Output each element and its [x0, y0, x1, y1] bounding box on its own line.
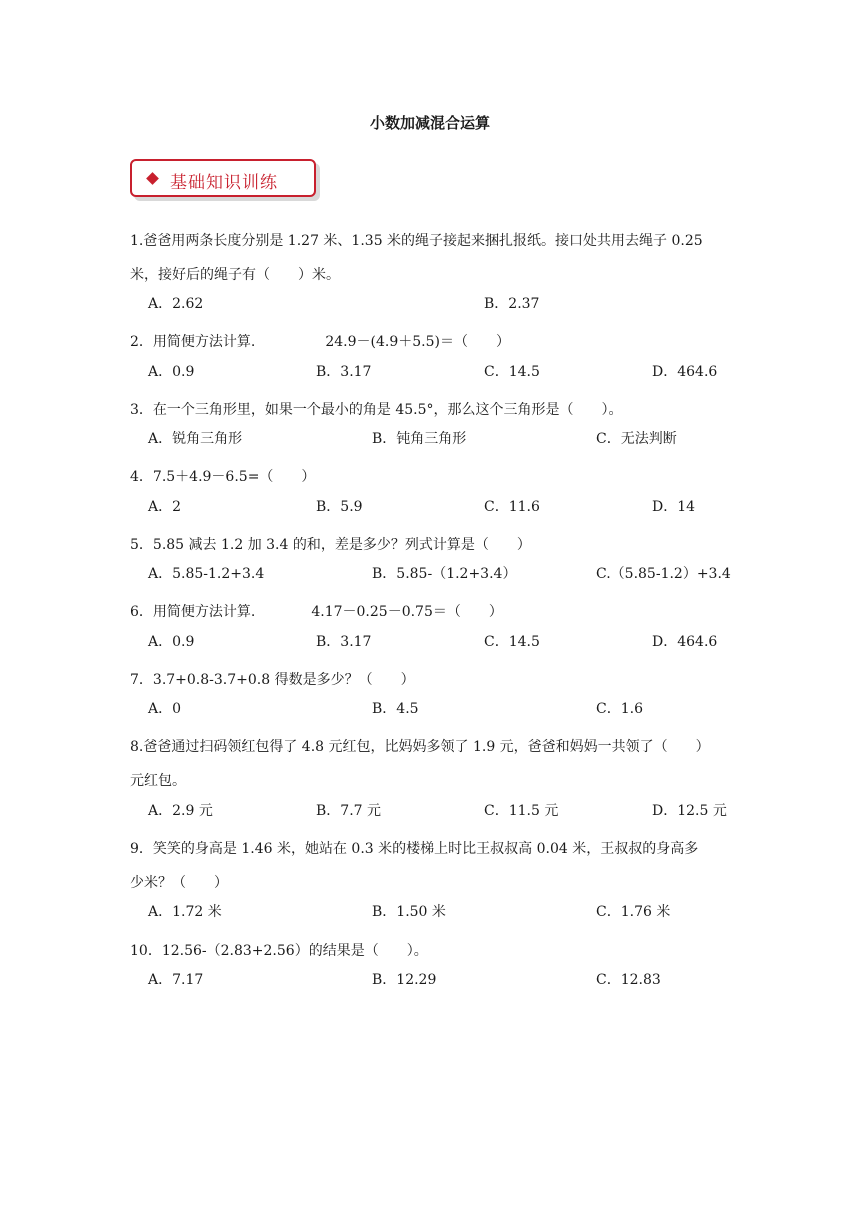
question-text: 米，接好后的绳子有（ ）米。 — [130, 267, 340, 283]
question-text: 8.爸爸通过扫码领红包得了 4.8 元红包，比妈妈多领了 1.9 元，爸爸和妈妈一共领了（ ） — [130, 739, 710, 755]
question-text: 10．12.56-（2.83+2.56）的结果是（ ）。 — [130, 943, 428, 959]
question-text: 7．3.7+0.8-3.7+0.8 得数是多少？（ ） — [130, 672, 415, 688]
option-c[interactable]: C．14.5 — [484, 364, 540, 380]
option-a[interactable]: A．0.9 — [148, 634, 195, 650]
options-row — [148, 293, 738, 317]
option-a[interactable]: A．7.17 — [148, 972, 204, 988]
option-b[interactable]: B．7.7 元 — [316, 803, 382, 819]
options-row — [148, 969, 738, 993]
option-b[interactable]: B．5.85-（1.2+3.4） — [372, 566, 517, 582]
option-a[interactable]: A．1.72 米 — [148, 904, 222, 920]
option-c[interactable]: C．11.5 元 — [484, 803, 559, 819]
option-c[interactable]: C.（5.85-1.2）+3.4 — [596, 566, 731, 582]
question-text: 3．在一个三角形里，如果一个最小的角是 45.5°，那么这个三角形是（ ）。 — [130, 402, 623, 418]
option-d[interactable]: D．14 — [652, 499, 696, 515]
option-a[interactable]: A．0 — [148, 701, 182, 717]
options-row — [148, 496, 738, 520]
option-b[interactable]: B．3.17 — [316, 364, 372, 380]
question-1 — [130, 224, 730, 292]
question-8 — [130, 730, 730, 798]
option-c[interactable]: C．14.5 — [484, 634, 540, 650]
option-d[interactable]: D．12.5 元 — [652, 803, 727, 819]
question-text: 少米？（ ） — [130, 875, 228, 891]
option-a[interactable]: A．5.85-1.2+3.4 — [148, 566, 265, 582]
option-c[interactable]: C．无法判断 — [596, 431, 677, 447]
options-row — [148, 698, 738, 722]
question-2 — [130, 325, 730, 359]
question-text: 1.爸爸用两条长度分别是 1.27 米、1.35 米的绳子接起来捆扎报纸。接口处共用去绳子 0.25 — [130, 233, 703, 249]
option-b[interactable]: B．4.5 — [372, 701, 419, 717]
option-b[interactable]: B．钝角三角形 — [372, 431, 467, 447]
question-text: 2．用简便方法计算. 24.9－(4.9＋5.5)＝（ ） — [130, 334, 510, 350]
options-row — [148, 631, 738, 655]
question-text: 元红包。 — [130, 773, 186, 789]
question-text: 9．笑笑的身高是 1.46 米，她站在 0.3 米的楼梯上时比王叔叔高 0.04 米，王叔叔的身高多 — [130, 841, 699, 857]
section-label: 基础知识训练 — [170, 173, 278, 193]
option-a[interactable]: A．2 — [148, 499, 182, 515]
options-row — [148, 428, 738, 452]
option-b[interactable]: B．12.29 — [372, 972, 437, 988]
option-d[interactable]: D．464.6 — [652, 364, 718, 380]
question-text: 5．5.85 减去 1.2 加 3.4 的和，差是多少？列式计算是（ ） — [130, 537, 531, 553]
option-b[interactable]: B．1.50 米 — [372, 904, 446, 920]
section-header — [130, 159, 316, 197]
option-c[interactable]: C．1.6 — [596, 701, 643, 717]
question-4 — [130, 460, 730, 494]
question-text: 6．用简便方法计算. 4.17－0.25－0.75＝（ ） — [130, 604, 503, 620]
options-row — [148, 361, 738, 385]
options-row — [148, 800, 738, 824]
question-3 — [130, 393, 730, 427]
option-c[interactable]: C．12.83 — [596, 972, 661, 988]
option-b[interactable]: B．3.17 — [316, 634, 372, 650]
question-6 — [130, 595, 730, 629]
option-d[interactable]: D．464.6 — [652, 634, 718, 650]
options-row — [148, 901, 738, 925]
diamond-icon — [146, 172, 159, 185]
option-a[interactable]: A．2.9 元 — [148, 803, 213, 819]
question-10 — [130, 934, 730, 968]
option-b[interactable]: B．2.37 — [484, 296, 540, 312]
option-b[interactable]: B．5.9 — [316, 499, 363, 515]
option-a[interactable]: A．0.9 — [148, 364, 195, 380]
option-c[interactable]: C．11.6 — [484, 499, 540, 515]
question-text: 4．7.5＋4.9－6.5=（ ） — [130, 469, 316, 485]
option-c[interactable]: C．1.76 米 — [596, 904, 671, 920]
question-5 — [130, 528, 730, 562]
question-7 — [130, 663, 730, 697]
option-a[interactable]: A．2.62 — [148, 296, 204, 312]
page-title: 小数加减混合运算 — [369, 114, 490, 132]
option-a[interactable]: A．锐角三角形 — [148, 431, 243, 447]
options-row — [148, 563, 738, 587]
question-9 — [130, 832, 730, 900]
